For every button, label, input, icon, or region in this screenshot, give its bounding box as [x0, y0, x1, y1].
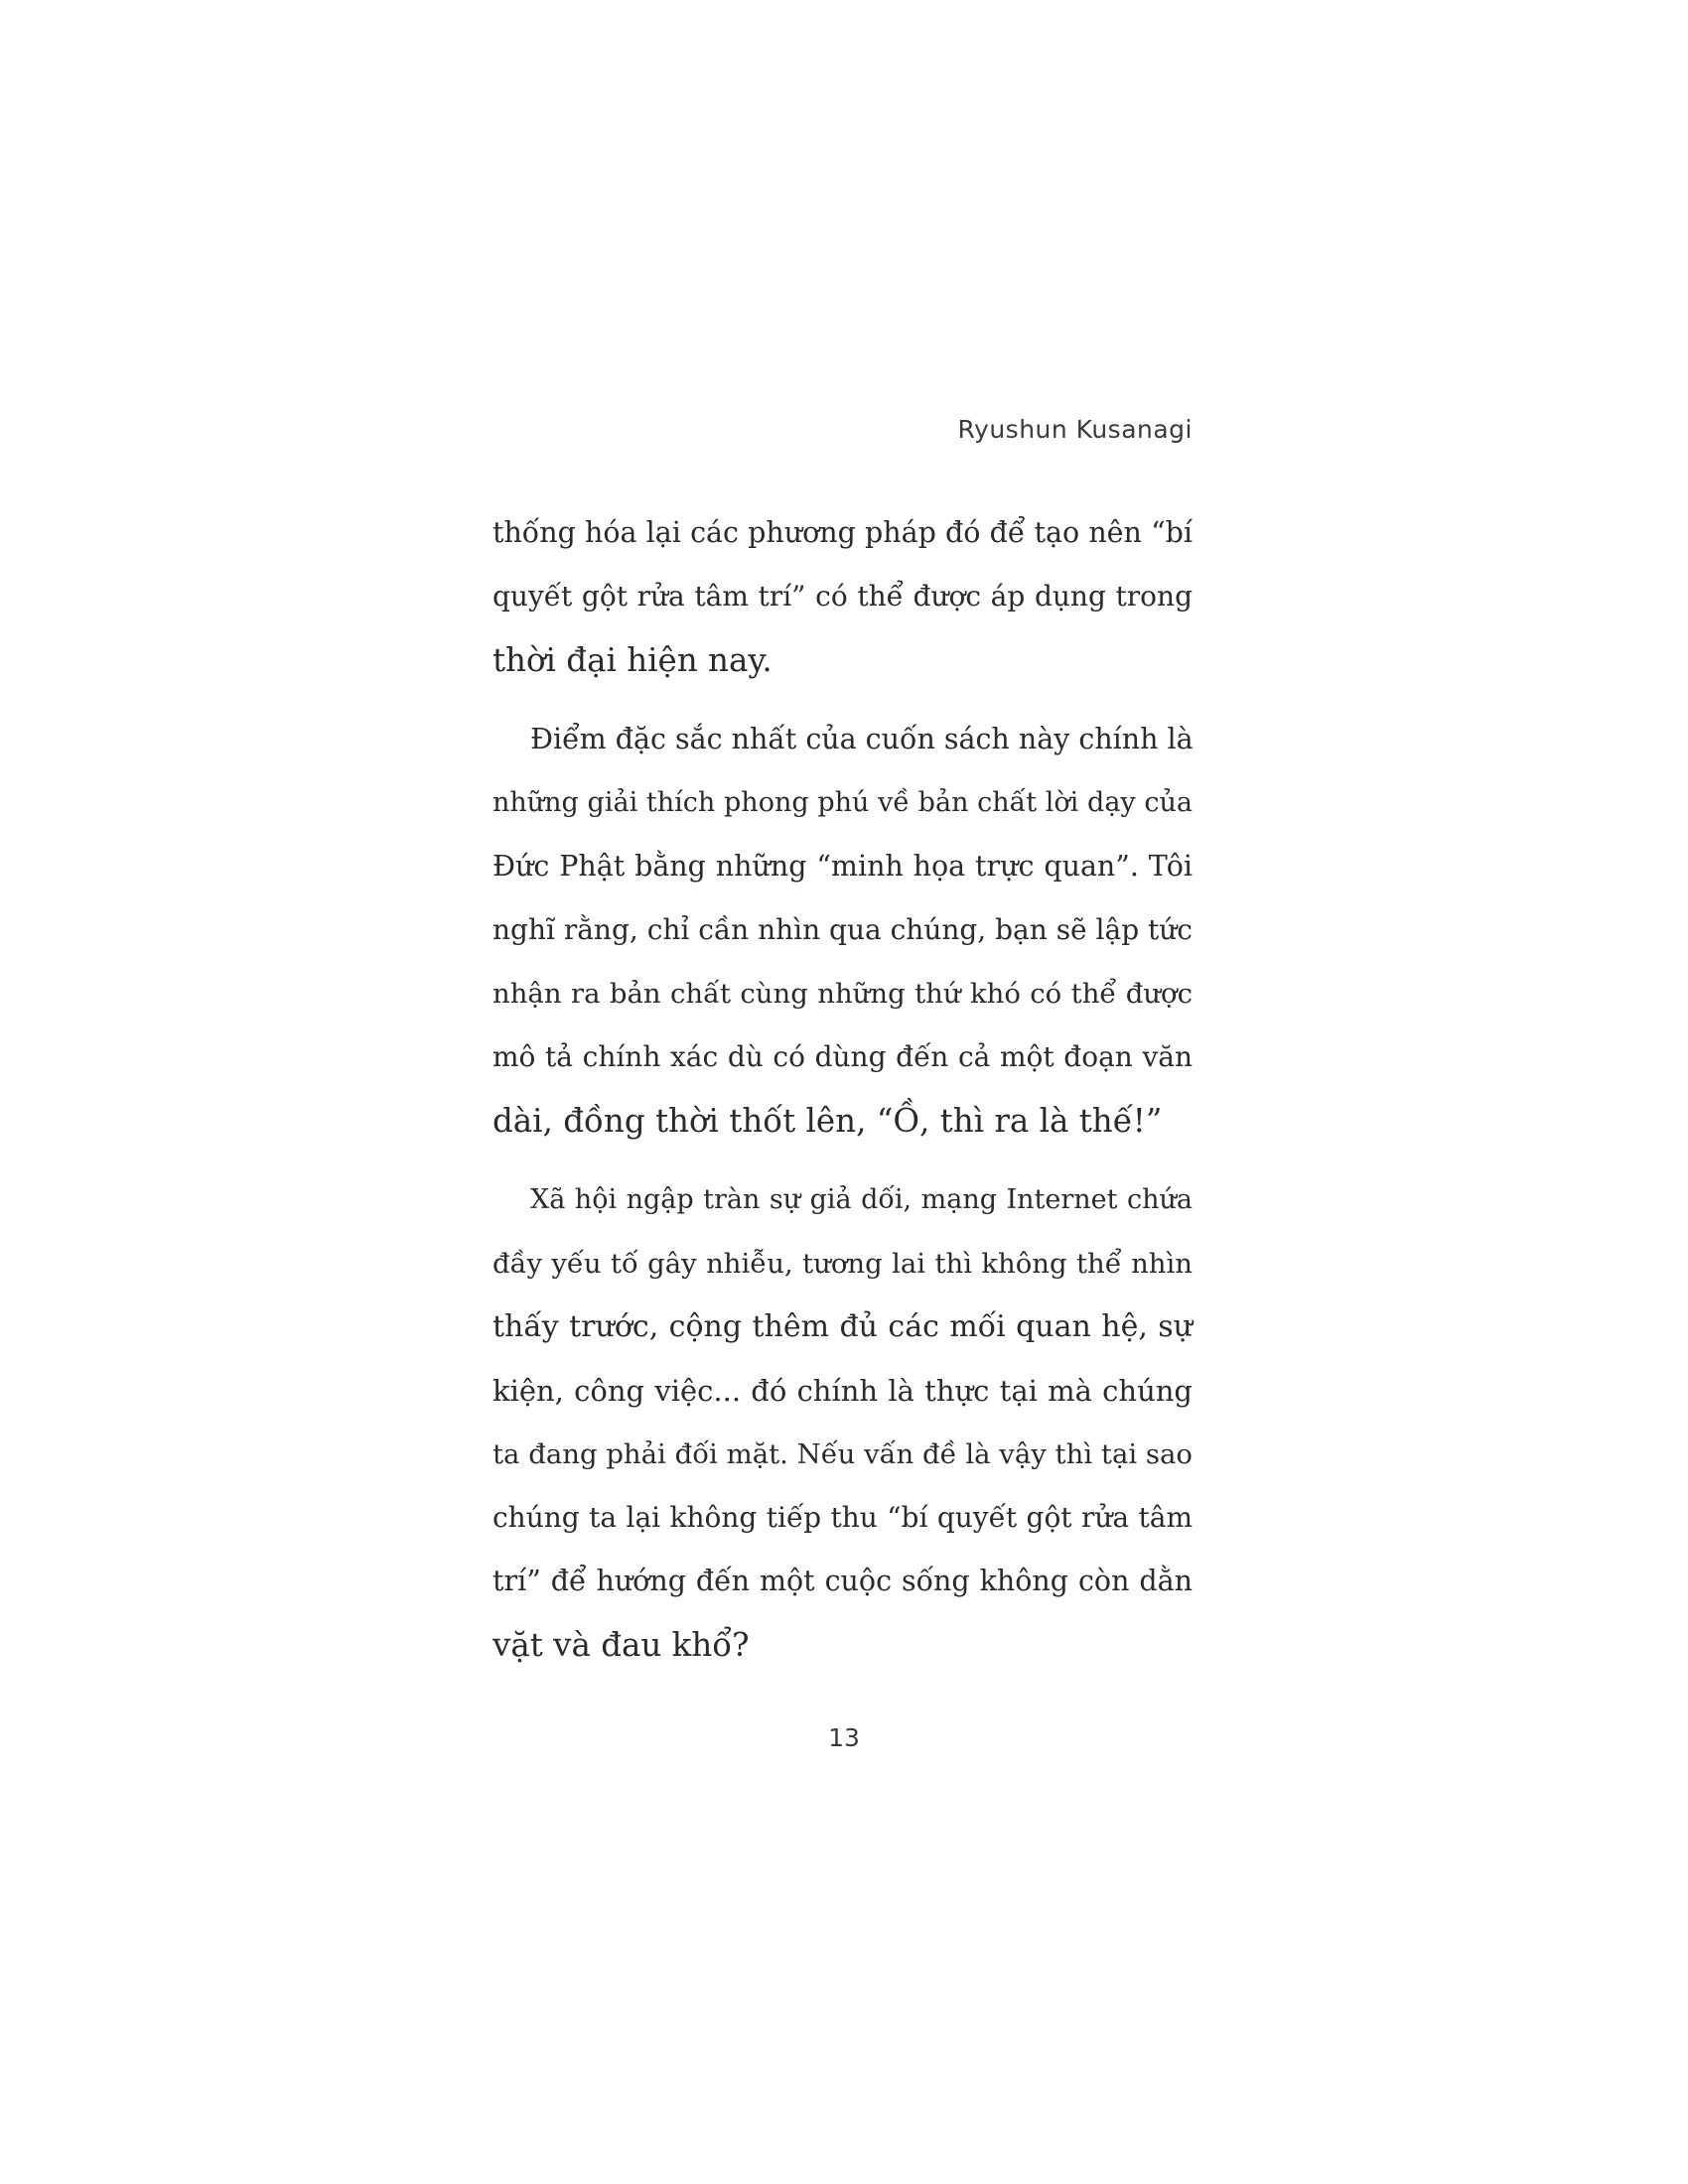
running-header-author: Ryushun Kusanagi [957, 415, 1193, 444]
text-line: thấy trước, cộng thêm đủ các mối quan hệ, sự [492, 1309, 1193, 1344]
text-line: trí” để hướng đến một cuộc sống không còn dằn [492, 1565, 1193, 1597]
text-line: mô tả chính xác dù có dùng đến cả một đoạn văn [492, 1040, 1193, 1073]
text-line: kiện, công việc... đó chính là thực tại mà chúng [492, 1374, 1193, 1408]
text-line: ta đang phải đối mặt. Nếu vấn đề là vậy thì tại sao [492, 1438, 1193, 1470]
paragraph-2 [492, 708, 1193, 1153]
page-number: 13 [828, 1723, 860, 1752]
paragraph-3 [492, 1168, 1193, 1677]
text-line: quyết gột rửa tâm trí” có thể được áp dụng trong [492, 580, 1193, 613]
text-line: nhận ra bản chất cùng những thứ khó có thể được [492, 978, 1193, 1010]
text-line: Xã hội ngập tràn sự giả dối, mạng Internet chứa [530, 1184, 1193, 1215]
text-line: thời đại hiện nay. [492, 641, 773, 679]
text-line: đầy yếu tố gây nhiễu, tương lai thì không thể nhìn [492, 1248, 1193, 1280]
text-line: Đức Phật bằng những “minh họa trực quan”. Tôi [492, 850, 1193, 883]
text-line: dài, đồng thời thốt lên, “Ồ, thì ra là thế!” [492, 1102, 1163, 1140]
text-line: những giải thích phong phú về bản chất lời dạy của [492, 787, 1193, 818]
text-line: nghĩ rằng, chỉ cần nhìn qua chúng, bạn sẽ lập tức [492, 913, 1193, 946]
text-line: chúng ta lại không tiếp thu “bí quyết gột rửa tâm [492, 1501, 1193, 1534]
text-line: thống hóa lại các phương pháp đó để tạo nên “bí [492, 516, 1193, 549]
text-line: vặt và đau khổ? [492, 1626, 750, 1664]
text-line: Điểm đặc sắc nhất của cuốn sách này chính là [530, 723, 1194, 755]
paragraph-1 [492, 501, 1193, 692]
body-text [492, 501, 1193, 1677]
